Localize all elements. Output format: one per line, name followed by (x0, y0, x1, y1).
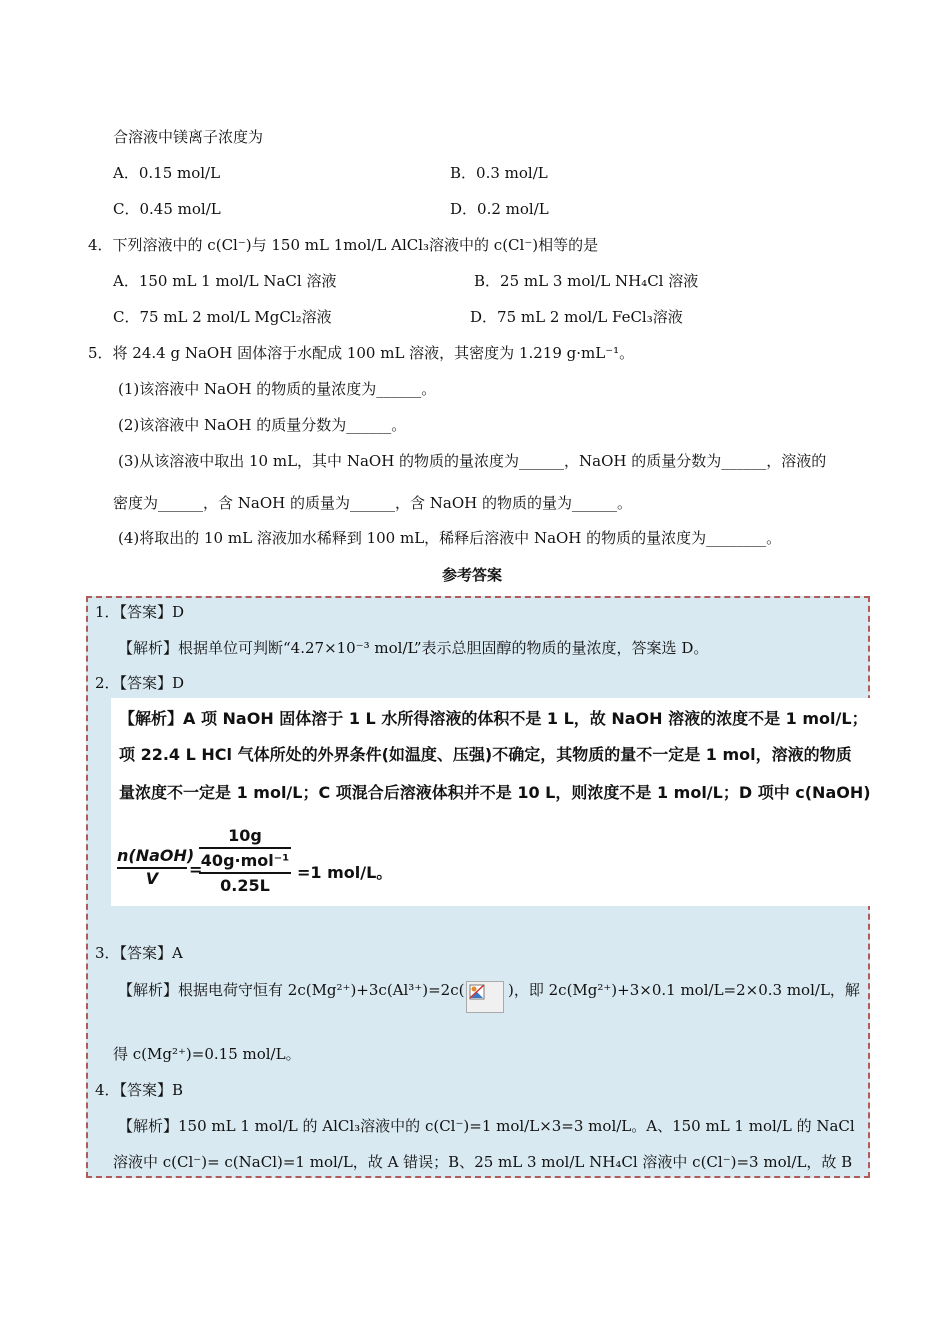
q5-part-1: (1)该溶液中 NaOH 的物质的量浓度为______。 (118, 380, 437, 398)
answer-4: 4．【答案】B (95, 1081, 184, 1099)
question-3-tail: 合溶液中镁离子浓度为 (113, 128, 264, 146)
explanation-2-line-2: 项 22.4 L HCl 气体所处的外界条件(如温度、压强)不确定，其物质的量不一定是 1 mol，溶液的物质 (119, 745, 852, 764)
explanation-3-line-1a: 【解析】根据电荷守恒有 2c(Mg²⁺)+3c(Al³⁺)=2c( (118, 981, 465, 999)
fraction-rhs (199, 826, 291, 895)
q3-option-d: D．0.2 mol/L (450, 200, 549, 218)
question-5-stem: 5．将 24.4 g NaOH 固体溶于水配成 100 mL 溶液，其密度为 1.219 g·mL⁻¹。 (88, 344, 635, 362)
answer-3: 3．【答案】A (95, 944, 183, 962)
q4-option-a: A．150 mL 1 mol/L NaCl 溶液 (113, 272, 337, 290)
fraction-rhs-mid: 40g·mol⁻¹ (199, 849, 291, 874)
explanation-4-line-2: 溶液中 c(Cl⁻)= c(NaCl)=1 mol/L，故 A 错误；B、25 mL 3 mol/L NH₄Cl 溶液中 c(Cl⁻)=3 mol/L，故 B (113, 1153, 853, 1171)
answers-heading: 参考答案 (442, 566, 503, 584)
answer-2: 2．【答案】D (95, 674, 185, 692)
fraction-lhs (117, 846, 195, 888)
q5-part-2: (2)该溶液中 NaOH 的质量分数为______。 (118, 416, 407, 434)
q5-part-3-line-2: 密度为______，含 NaOH 的质量为______，含 NaOH 的物质的量为______。 (113, 494, 632, 512)
explanation-1: 【解析】根据单位可判断“4.27×10⁻³ mol/L”表示总胆固醇的物质的量浓度，答案选 D。 (118, 639, 709, 657)
q4-option-d: D．75 mL 2 mol/L FeCl₃溶液 (470, 308, 683, 326)
fraction-lhs-numerator: n(NaOH) (117, 846, 195, 865)
equals-sign: = (189, 860, 203, 879)
fraction-rhs-bottom: 0.25L (220, 876, 270, 895)
q3-option-b: B．0.3 mol/L (450, 164, 548, 182)
broken-image-icon (466, 981, 504, 1013)
question-4-stem: 4．下列溶液中的 c(Cl⁻)与 150 mL 1mol/L AlCl₃溶液中的 c(Cl⁻)相等的是 (88, 236, 599, 254)
q3-option-a: A．0.15 mol/L (113, 164, 221, 182)
explanation-3-line-1b: )，即 2c(Mg²⁺)+3×0.1 mol/L=2×0.3 mol/L，解 (508, 981, 860, 999)
fraction-lhs-denominator: V (145, 869, 159, 888)
fraction-rhs-top: 10g (199, 826, 291, 849)
explanation-4-line-1: 【解析】150 mL 1 mol/L 的 AlCl₃溶液中的 c(Cl⁻)=1 mol/L×3=3 mol/L。A、150 mL 1 mol/L 的 NaCl (118, 1117, 855, 1135)
explanation-2-scan (111, 698, 873, 906)
explanation-2-line-1: 【解析】A 项 NaOH 固体溶于 1 L 水所得溶液的体积不是 1 L，故 NaOH 溶液的浓度不是 1 mol/L； (119, 709, 868, 728)
answer-1: 1．【答案】D (95, 603, 185, 621)
q5-part-4: (4)将取出的 10 mL 溶液加水稀释到 100 mL，稀释后溶液中 NaOH 的物质的量浓度为________。 (118, 529, 782, 547)
equation-result: =1 mol/L。 (297, 863, 393, 882)
q5-part-3-line-1: (3)从该溶液中取出 10 mL，其中 NaOH 的物质的量浓度为______，NaOH 的质量分数为______，溶液的 (118, 452, 827, 470)
q3-option-c: C．0.45 mol/L (113, 200, 221, 218)
q4-option-c: C．75 mL 2 mol/L MgCl₂溶液 (113, 308, 332, 326)
explanation-3-line-2: 得 c(Mg²⁺)=0.15 mol/L。 (113, 1045, 301, 1063)
explanation-2-line-3: 量浓度不一定是 1 mol/L；C 项混合后溶液体积并不是 10 L，则浓度不是 1 mol/L；D 项中 c(NaOH) (119, 783, 871, 802)
q4-option-b: B．25 mL 3 mol/L NH₄Cl 溶液 (474, 272, 699, 290)
